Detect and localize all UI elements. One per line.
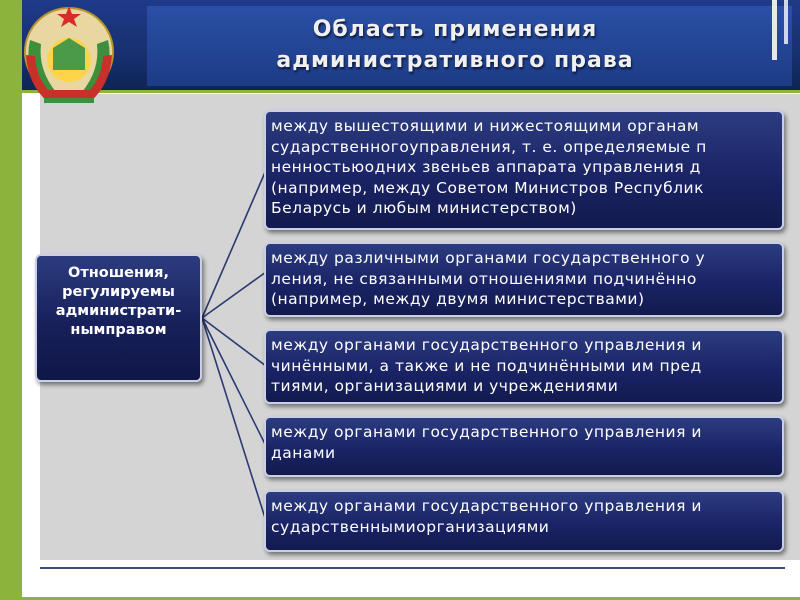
title-line-1: Область применения	[312, 17, 598, 42]
root-node: Отношения, регулируемы администрати- нымправом	[35, 254, 202, 382]
relation-item-1: между вышестоящими и нижестоящими органам сударственногоуправления, т. е. определяемые п ненностьюодних звеньев аппарата управления д (например, между Советом Министров Республик Беларусь и любым министерством)	[264, 110, 784, 230]
connector-5	[202, 318, 266, 521]
relation-item-5: между органами государственного управления и сударственнымиорганизациями	[264, 490, 784, 552]
relation-item-2: между различными органами государственного у ления, не связанными отношениями подчинённо (например, между двумя министерствами)	[264, 242, 784, 317]
connector-3	[202, 318, 266, 366]
connector-4	[202, 318, 266, 446]
relation-item-4: между органами государственного управления и данами	[264, 416, 784, 477]
title-line-2: административного права	[276, 48, 634, 73]
footer-divider	[40, 567, 785, 569]
relation-item-3: между органами государственного управления и чинёнными, а также и не подчинёнными им пред тиями, организациями и учреждениями	[264, 329, 784, 404]
